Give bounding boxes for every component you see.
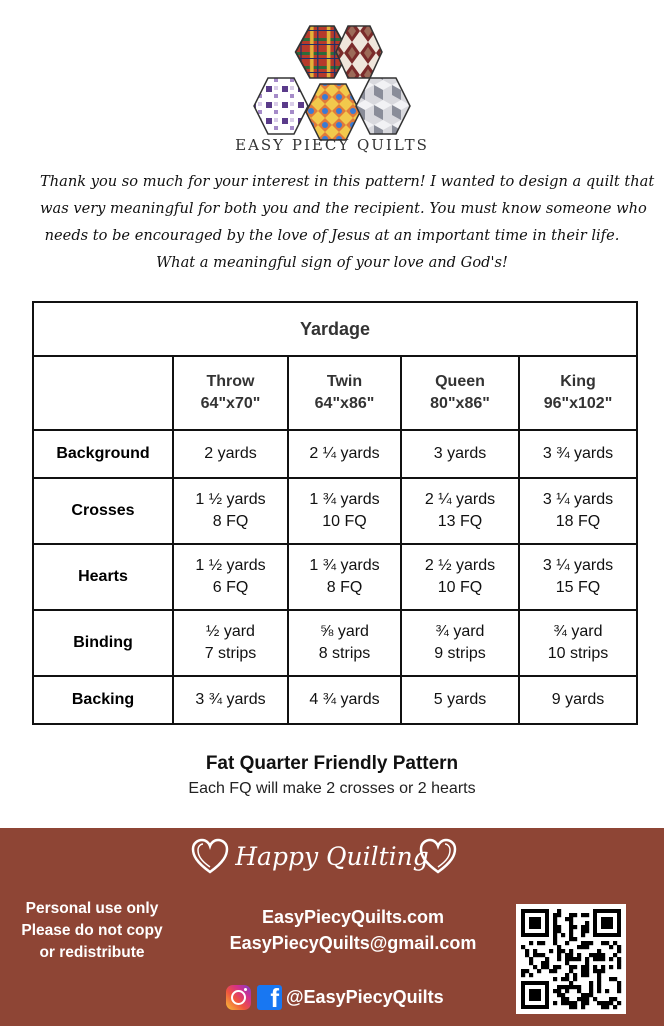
cell-fq: 6 FQ xyxy=(212,579,249,596)
cell-fq: 10 FQ xyxy=(437,579,483,596)
table-cell: 5 yards xyxy=(401,676,519,724)
cube-hexagon xyxy=(356,78,410,134)
header-empty-cell xyxy=(33,356,173,430)
intro-line: needs to be encouraged by the love of Jesus at an important time in their life. xyxy=(44,227,620,244)
qr-code[interactable] xyxy=(516,904,626,1014)
table-cell: 3 yards xyxy=(401,430,519,478)
column-size: 64"x70" xyxy=(200,395,261,412)
cell-fq: 8 FQ xyxy=(326,579,363,596)
fat-quarter-subtitle: Each FQ will make 2 crosses or 2 hearts xyxy=(188,780,476,797)
cell-fq: 18 FQ xyxy=(555,513,601,530)
cell-yardage: ½ yard xyxy=(206,623,255,640)
table-cell xyxy=(401,610,519,676)
table-cell xyxy=(288,544,401,610)
table-cell: 2 yards xyxy=(173,430,288,478)
table-cell xyxy=(401,544,519,610)
cell-fq: 10 FQ xyxy=(322,513,367,530)
footer-banner xyxy=(0,828,664,1026)
table-cell: 9 yards xyxy=(519,676,637,724)
intro-line: What a meaningful sign of your love and God's! xyxy=(156,254,508,271)
cell-yardage: ⅝ yard xyxy=(320,623,369,640)
column-size: 80"x86" xyxy=(430,395,490,412)
column-header-twin xyxy=(288,356,401,430)
cell-strips: 7 strips xyxy=(204,645,257,662)
size-header-row xyxy=(33,356,637,430)
column-header-throw xyxy=(173,356,288,430)
email-link[interactable]: EasyPiecyQuilts@gmail.com xyxy=(229,933,477,953)
brand-name: EASY PIECY QUILTS xyxy=(235,136,429,154)
cell-strips: 8 strips xyxy=(318,645,371,662)
table-cell xyxy=(401,478,519,544)
column-name: Throw xyxy=(206,373,255,390)
table-row-crosses xyxy=(33,478,637,544)
cell-fq: 8 FQ xyxy=(212,513,249,530)
table-cell xyxy=(519,544,637,610)
table-cell xyxy=(173,610,288,676)
table-cell xyxy=(519,610,637,676)
cell-yardage: ¾ yard xyxy=(553,623,603,640)
table-cell xyxy=(519,478,637,544)
cell-strips: 9 strips xyxy=(434,645,486,662)
purple-hexagon xyxy=(254,78,308,134)
yardage-title: Yardage xyxy=(33,302,637,356)
row-label: Binding xyxy=(33,610,173,676)
table-row-background xyxy=(33,430,637,478)
table-row-hearts xyxy=(33,544,637,610)
intro-text xyxy=(40,168,655,276)
cell-yardage: 1 ¾ yards xyxy=(309,491,380,508)
row-label: Hearts xyxy=(33,544,173,610)
column-name: Queen xyxy=(435,373,485,390)
cell-strips: 10 strips xyxy=(547,645,609,662)
table-cell: 4 ¾ yards xyxy=(288,676,401,724)
cell-yardage: 2 ½ yards xyxy=(424,557,496,574)
cell-yardage: ¾ yard xyxy=(435,623,485,640)
intro-line: Thank you so much for your interest in this pattern! I wanted to design a quilt that xyxy=(40,173,655,190)
usage-notice xyxy=(6,898,178,964)
social-row xyxy=(226,982,444,1012)
column-size: 64"x86" xyxy=(314,395,375,412)
table-cell: 3 ¾ yards xyxy=(519,430,637,478)
column-name: King xyxy=(560,373,596,390)
table-cell xyxy=(288,610,401,676)
column-name: Twin xyxy=(326,373,363,390)
table-row-binding xyxy=(33,610,637,676)
table-cell: 2 ¼ yards xyxy=(288,430,401,478)
website-link[interactable]: EasyPiecyQuilts.com xyxy=(261,907,445,927)
table-row-backing xyxy=(33,676,637,724)
row-label: Crosses xyxy=(33,478,173,544)
table-cell xyxy=(173,478,288,544)
cell-yardage: 3 ¼ yards xyxy=(542,491,614,508)
yardage-table xyxy=(32,301,638,725)
cell-yardage: 1 ½ yards xyxy=(195,491,266,508)
contact-info xyxy=(192,904,514,956)
cell-yardage: 3 ¼ yards xyxy=(542,557,614,574)
table-cell xyxy=(288,478,401,544)
cell-yardage: 1 ½ yards xyxy=(195,557,266,574)
happy-quilting-tagline: Happy Quilting xyxy=(235,842,429,871)
heart-icon xyxy=(418,838,458,876)
intro-line: was very meaningful for both you and the recipient. You must know someone who xyxy=(40,200,647,217)
column-header-king xyxy=(519,356,637,430)
notice-line: Please do not copy xyxy=(21,922,163,939)
facebook-icon[interactable]: f xyxy=(257,985,282,1010)
table-cell xyxy=(173,544,288,610)
column-size: 96"x102" xyxy=(543,395,613,412)
row-label: Background xyxy=(33,430,173,478)
multicolor-hexagon xyxy=(306,84,360,140)
table-cell: 3 ¾ yards xyxy=(173,676,288,724)
cell-fq: 13 FQ xyxy=(437,513,483,530)
notice-line: Personal use only xyxy=(25,900,159,917)
instagram-icon[interactable] xyxy=(226,985,251,1010)
cell-fq: 15 FQ xyxy=(555,579,601,596)
social-handle[interactable]: @EasyPiecyQuilts xyxy=(286,986,444,1007)
cell-yardage: 2 ¼ yards xyxy=(424,491,496,508)
argyle-hexagon xyxy=(336,26,382,78)
fat-quarter-title: Fat Quarter Friendly Pattern xyxy=(205,753,459,774)
row-label: Backing xyxy=(33,676,173,724)
cell-yardage: 1 ¾ yards xyxy=(309,557,380,574)
notice-line: or redistribute xyxy=(39,944,145,961)
column-header-queen xyxy=(401,356,519,430)
